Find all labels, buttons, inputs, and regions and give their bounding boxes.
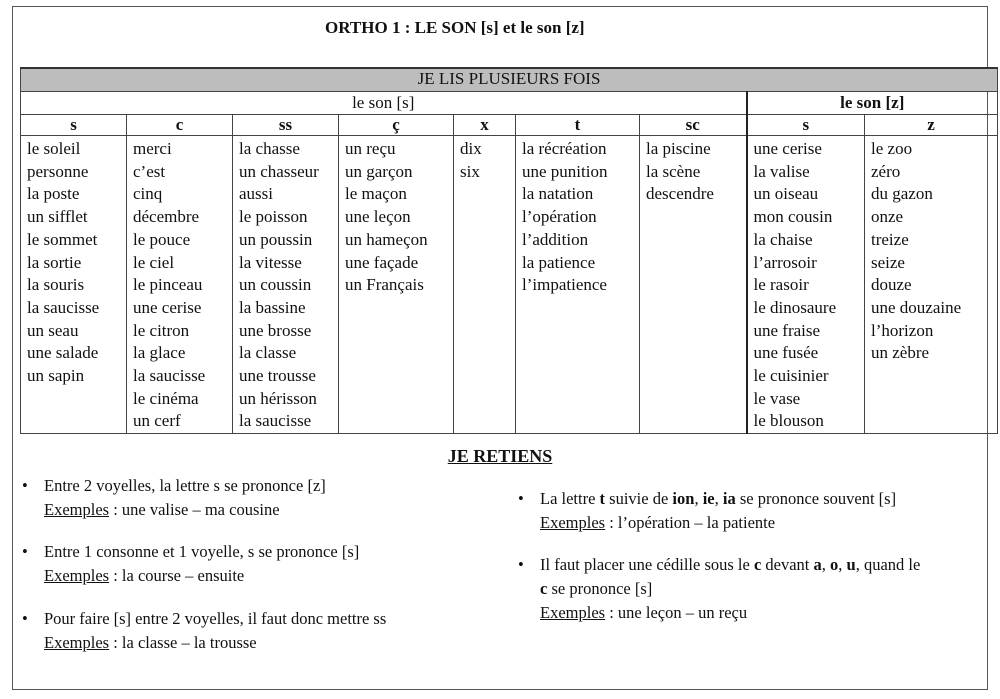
rule-text: Entre 2 voyelles, la lettre s se prononce [z] xyxy=(44,476,326,495)
word-column xyxy=(127,136,233,434)
rule-text: La lettre t suivie de ion, ie, ia se prononce souvent [s] xyxy=(540,489,897,508)
rule-3 xyxy=(22,607,387,655)
examples-text: : une valise – ma cousine xyxy=(109,500,280,519)
word-column xyxy=(640,136,747,434)
word-item: zéro xyxy=(871,161,901,181)
word-item: le pinceau xyxy=(133,275,203,295)
column-header: sc xyxy=(640,115,747,136)
word-item: un zèbre xyxy=(871,343,930,363)
word-item: le cuisinier xyxy=(753,366,829,386)
word-item: le maçon xyxy=(345,184,407,204)
word-item: une trousse xyxy=(239,366,316,386)
word-item: le poisson xyxy=(239,207,308,227)
word-item: une brosse xyxy=(239,320,312,340)
rule-4 xyxy=(518,487,897,535)
word-item: la glace xyxy=(133,343,186,363)
word-item: une cerise xyxy=(133,297,202,317)
word-item: l’impatience xyxy=(522,275,607,295)
word-item: la saucisse xyxy=(239,411,312,431)
document-title: ORTHO 1 : LE SON [s] et le son [z] xyxy=(325,18,585,37)
word-item: la natation xyxy=(522,184,594,204)
word-columns-row xyxy=(21,136,998,434)
examples-label: Exemples xyxy=(44,566,110,585)
word-item: un garçon xyxy=(345,161,413,181)
word-item: le vase xyxy=(753,388,801,408)
word-item: la patience xyxy=(522,252,596,272)
examples-label: Exemples xyxy=(540,603,606,622)
word-item: le dinosaure xyxy=(753,297,837,317)
group-header-z: le son [z] xyxy=(747,92,998,115)
word-column xyxy=(21,136,127,434)
word-item: la classe xyxy=(239,343,297,363)
word-item: une cerise xyxy=(753,139,822,158)
word-item: treize xyxy=(871,229,909,249)
word-item: descendre xyxy=(646,184,714,204)
examples-text: : la classe – la trousse xyxy=(109,633,257,652)
column-header: x xyxy=(454,115,516,136)
word-item: une fusée xyxy=(753,343,819,363)
bullet-icon: • xyxy=(518,555,524,574)
examples-label: Exemples xyxy=(44,633,110,652)
bullet-icon: • xyxy=(22,542,28,561)
rule-text: Pour faire [s] entre 2 voyelles, il faut donc mettre ss xyxy=(44,609,387,628)
word-item: le zoo xyxy=(871,139,913,158)
column-header-row xyxy=(21,115,998,136)
word-item: la chaise xyxy=(753,229,813,249)
word-item: la récréation xyxy=(522,139,607,158)
word-column xyxy=(339,136,454,434)
word-column xyxy=(516,136,640,434)
group-header-s: le son [s] xyxy=(21,92,747,115)
word-item: le sommet xyxy=(27,229,98,249)
word-item: l’addition xyxy=(522,229,589,249)
word-item: la souris xyxy=(27,275,85,295)
word-item: une fraise xyxy=(753,320,821,340)
word-item: douze xyxy=(871,275,912,295)
word-item: la bassine xyxy=(239,297,306,317)
column-header: t xyxy=(516,115,640,136)
word-item: un coussin xyxy=(239,275,312,295)
word-column xyxy=(747,136,865,434)
rule-text: Entre 1 consonne et 1 voyelle, s se prononce [s] xyxy=(44,542,360,561)
word-item: un sifflet xyxy=(27,207,88,227)
word-item: la scène xyxy=(646,161,701,181)
word-item: le ciel xyxy=(133,252,175,272)
word-item: la poste xyxy=(27,184,80,204)
word-item: la vitesse xyxy=(239,252,302,272)
word-item: du gazon xyxy=(871,184,933,204)
word-item: le pouce xyxy=(133,229,191,249)
column-header: s xyxy=(21,115,127,136)
rule-text-line-2: c se prononce [s] xyxy=(540,579,653,598)
word-table xyxy=(20,67,998,434)
bullet-icon: • xyxy=(22,609,28,628)
word-item: l’opération xyxy=(522,207,597,227)
column-header: ç xyxy=(339,115,454,136)
word-item: une punition xyxy=(522,161,608,181)
word-item: la saucisse xyxy=(27,297,100,317)
examples-label: Exemples xyxy=(540,513,606,532)
word-item: c’est xyxy=(133,161,166,181)
word-item: la saucisse xyxy=(133,366,206,386)
rule-2 xyxy=(22,540,360,588)
word-item: une douzaine xyxy=(871,297,962,317)
word-item: onze xyxy=(871,207,904,227)
word-item: la chasse xyxy=(239,139,300,158)
word-item: une salade xyxy=(27,343,99,363)
word-item: un cerf xyxy=(133,411,181,431)
word-item: le citron xyxy=(133,320,190,340)
word-item: le rasoir xyxy=(753,275,809,295)
word-item: un sapin xyxy=(27,366,85,386)
word-item: un oiseau xyxy=(753,184,819,204)
word-item: mon cousin xyxy=(753,207,833,227)
word-item: seize xyxy=(871,252,905,272)
word-item: un poussin xyxy=(239,229,313,249)
rule-1 xyxy=(22,474,326,522)
word-item: un hérisson xyxy=(239,388,317,408)
word-item: l’arrosoir xyxy=(753,252,817,272)
word-item: une façade xyxy=(345,252,419,272)
word-item: dix xyxy=(460,139,482,158)
word-item: l’horizon xyxy=(871,320,934,340)
column-header: z xyxy=(865,115,998,136)
word-item: le blouson xyxy=(753,411,824,431)
word-item: un hameçon xyxy=(345,229,428,249)
word-item: un chasseur xyxy=(239,161,319,181)
bullet-icon: • xyxy=(22,476,28,495)
rule-5 xyxy=(518,553,921,625)
word-column xyxy=(454,136,516,434)
examples-text: : la course – ensuite xyxy=(109,566,245,585)
rule-text-line-1: Il faut placer une cédille sous le c devant a, o, u, quand le xyxy=(540,555,921,574)
word-item: six xyxy=(460,161,480,181)
column-header: ss xyxy=(233,115,339,136)
examples-label: Exemples xyxy=(44,500,110,519)
word-item: merci xyxy=(133,139,172,158)
word-item: un reçu xyxy=(345,139,396,158)
word-item: un seau xyxy=(27,320,79,340)
word-item: cinq xyxy=(133,184,163,204)
word-item: personne xyxy=(27,161,89,181)
bullet-icon: • xyxy=(518,489,524,508)
word-column xyxy=(233,136,339,434)
table-band-heading: JE LIS PLUSIEURS FOIS xyxy=(21,68,998,92)
word-item: le soleil xyxy=(27,139,81,158)
word-item: le cinéma xyxy=(133,388,199,408)
word-item: la valise xyxy=(753,161,810,181)
column-header: s xyxy=(747,115,865,136)
word-item: la sortie xyxy=(27,252,82,272)
word-item: un Français xyxy=(345,275,424,295)
examples-text: : l’opération – la patiente xyxy=(605,513,776,532)
retiens-heading: JE RETIENS xyxy=(447,446,553,466)
column-header: c xyxy=(127,115,233,136)
word-item: la piscine xyxy=(646,139,711,158)
word-item: aussi xyxy=(239,184,273,204)
examples-text: : une leçon – un reçu xyxy=(605,603,748,622)
word-item: une leçon xyxy=(345,207,411,227)
word-column xyxy=(865,136,998,434)
word-item: décembre xyxy=(133,207,200,227)
